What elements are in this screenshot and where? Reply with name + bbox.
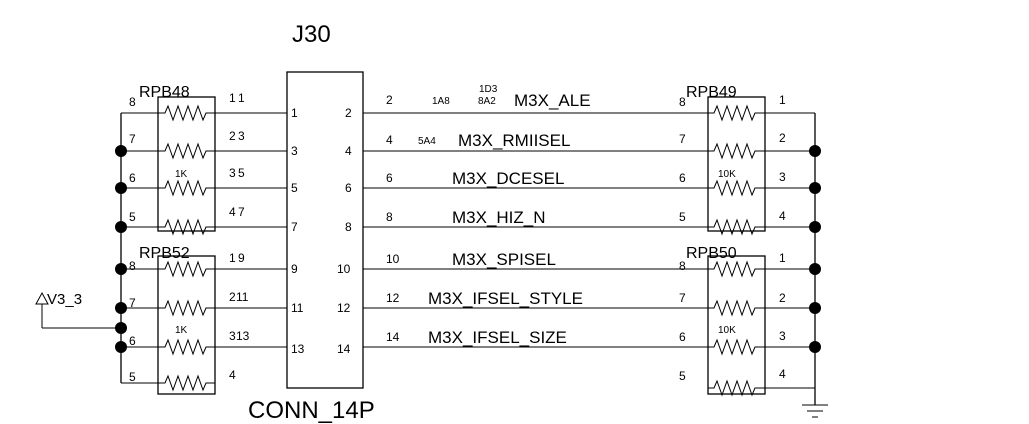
conn-pin-left-11: 11 xyxy=(291,301,304,315)
conn-pin-left-1: 1 xyxy=(291,106,298,120)
net-m3x-spisel[interactable] xyxy=(386,250,556,269)
rpb50-pin-2: 2 xyxy=(779,291,786,305)
connector-refdes: J30 xyxy=(292,21,331,48)
rpb50-pin-1: 1 xyxy=(779,251,786,265)
net-pin-number: 6 xyxy=(386,171,393,185)
net-label: M3X_DCESEL xyxy=(452,169,565,188)
left-wire-label: 9 xyxy=(238,251,245,265)
net-pin-number: 8 xyxy=(386,210,393,224)
rpb48-value: 1K xyxy=(175,169,188,180)
ground-icon xyxy=(802,405,828,417)
rpb50-pin-4: 4 xyxy=(779,367,786,381)
v3-3-power-port[interactable] xyxy=(36,291,121,328)
net-m3x-rmiisel[interactable] xyxy=(386,131,570,150)
rpb52-pin-1: 1 xyxy=(229,251,236,265)
power-port-label: V3_3 xyxy=(47,291,83,308)
net-m3x-hiz-n[interactable] xyxy=(386,208,546,227)
net-sheet-ref: 8A2 xyxy=(478,96,496,107)
junction-dot xyxy=(809,182,821,194)
rpb49-pin-8: 8 xyxy=(679,95,686,109)
conn-pin-right-10: 10 xyxy=(337,262,351,276)
conn-pin-right-4: 4 xyxy=(345,144,352,158)
rpb50-refdes: RPB50 xyxy=(686,245,737,262)
rpb49-pin-2: 2 xyxy=(779,131,786,145)
rpb48-refdes: RPB48 xyxy=(139,84,190,101)
rpb49-pin-1: 1 xyxy=(779,93,786,107)
junction-dot xyxy=(115,182,127,194)
rpb52-pin-3: 3 xyxy=(229,329,236,343)
rpb50-pin-6: 6 xyxy=(679,330,686,344)
junction-dot xyxy=(115,145,127,157)
left-wire-label: 7 xyxy=(238,205,245,219)
net-m3x-ifsel-style[interactable] xyxy=(386,289,583,308)
net-label: M3X_HIZ_N xyxy=(452,208,546,227)
rpb50-pin-5: 5 xyxy=(679,369,686,383)
left-wire-label: 5 xyxy=(238,166,245,180)
left-wire-label: 1 xyxy=(238,91,245,105)
rpb48-pin-4: 4 xyxy=(229,205,236,219)
rpb49-pin-5: 5 xyxy=(679,210,686,224)
rpb52-pin-4: 4 xyxy=(229,368,236,382)
conn-pin-left-7: 7 xyxy=(291,220,298,234)
rpb52-pin-6: 6 xyxy=(129,334,136,348)
rpb52-refdes: RPB52 xyxy=(139,245,190,262)
rpb48-pin-3: 3 xyxy=(229,166,236,180)
rpb50-pin-3: 3 xyxy=(779,329,786,343)
resistor-pack-rpb50[interactable] xyxy=(679,245,786,395)
junction-dot xyxy=(809,263,821,275)
net-pin-number: 4 xyxy=(386,133,393,147)
rpb52-pin-8: 8 xyxy=(129,259,136,273)
net-pin-number: 14 xyxy=(386,330,400,344)
rpb48-pin-5: 5 xyxy=(129,210,136,224)
net-label: M3X_SPISEL xyxy=(452,250,556,269)
net-sheet-ref: 1A8 xyxy=(432,96,450,107)
rpb48-pin-7: 7 xyxy=(129,132,136,146)
rpb52-pin-7: 7 xyxy=(129,296,136,310)
junction-dot xyxy=(809,145,821,157)
net-label: M3X_IFSEL_STYLE xyxy=(428,289,583,308)
right-pulldown-bus xyxy=(765,113,821,405)
conn-pin-right-14: 14 xyxy=(337,342,351,356)
net-pin-number: 2 xyxy=(386,93,393,107)
junction-dot xyxy=(115,341,127,353)
connector-part-name: CONN_14P xyxy=(248,397,375,424)
net-pin-number: 10 xyxy=(386,252,400,266)
net-m3x-dcesel[interactable] xyxy=(386,169,564,188)
junction-dot xyxy=(809,341,821,353)
left-wire-label: 13 xyxy=(236,329,250,343)
rpb52-pin-5: 5 xyxy=(129,370,136,384)
resistor-pack-rpb52[interactable] xyxy=(129,245,236,394)
rpb49-pin-3: 3 xyxy=(779,170,786,184)
junction-dot xyxy=(115,221,127,233)
conn-pin-left-5: 5 xyxy=(291,181,298,195)
junction-dot xyxy=(115,263,127,275)
resistor-pack-rpb49[interactable] xyxy=(679,84,786,234)
junction-dot xyxy=(115,302,127,314)
rpb49-value: 10K xyxy=(718,169,736,180)
rpb50-pin-7: 7 xyxy=(679,291,686,305)
rpb48-pin-6: 6 xyxy=(129,171,136,185)
left-wires xyxy=(215,91,287,347)
left-wire-label: 11 xyxy=(236,290,249,304)
net-m3x-ifsel-size[interactable] xyxy=(386,328,567,347)
net-pin-number: 12 xyxy=(386,291,400,305)
net-label: M3X_RMIISEL xyxy=(458,131,571,150)
rpb52-pin-2: 2 xyxy=(229,290,236,304)
net-sheet-ref-above: 1D3 xyxy=(479,84,498,95)
conn-pin-right-6: 6 xyxy=(345,181,352,195)
resistor-pack-rpb48[interactable] xyxy=(129,84,236,234)
left-wire-label: 3 xyxy=(238,129,245,143)
conn-pin-left-13: 13 xyxy=(291,342,305,356)
rpb49-refdes: RPB49 xyxy=(686,84,737,101)
conn-pin-right-12: 12 xyxy=(337,301,351,315)
net-label: M3X_IFSEL_SIZE xyxy=(428,328,567,347)
junction-dot xyxy=(809,302,821,314)
junction-dot xyxy=(809,221,821,233)
rpb50-pin-8: 8 xyxy=(679,259,686,273)
conn-pin-left-9: 9 xyxy=(291,262,298,276)
net-label: M3X_ALE xyxy=(514,91,591,110)
rpb49-pin-7: 7 xyxy=(679,132,686,146)
rpb52-value: 1K xyxy=(175,325,188,336)
rpb49-pin-6: 6 xyxy=(679,171,686,185)
rpb50-value: 10K xyxy=(718,325,736,336)
rpb48-pin-2: 2 xyxy=(229,129,236,143)
conn-pin-right-2: 2 xyxy=(345,106,352,120)
connector-j30[interactable] xyxy=(248,21,375,424)
net-sheet-ref: 5A4 xyxy=(418,136,436,147)
conn-pin-right-8: 8 xyxy=(345,220,352,234)
conn-pin-left-3: 3 xyxy=(291,144,298,158)
rpb48-pin-8: 8 xyxy=(129,95,136,109)
net-m3x-ale[interactable] xyxy=(386,84,591,110)
rpb48-pin-1: 1 xyxy=(229,91,236,105)
rpb49-pin-4: 4 xyxy=(779,209,786,223)
